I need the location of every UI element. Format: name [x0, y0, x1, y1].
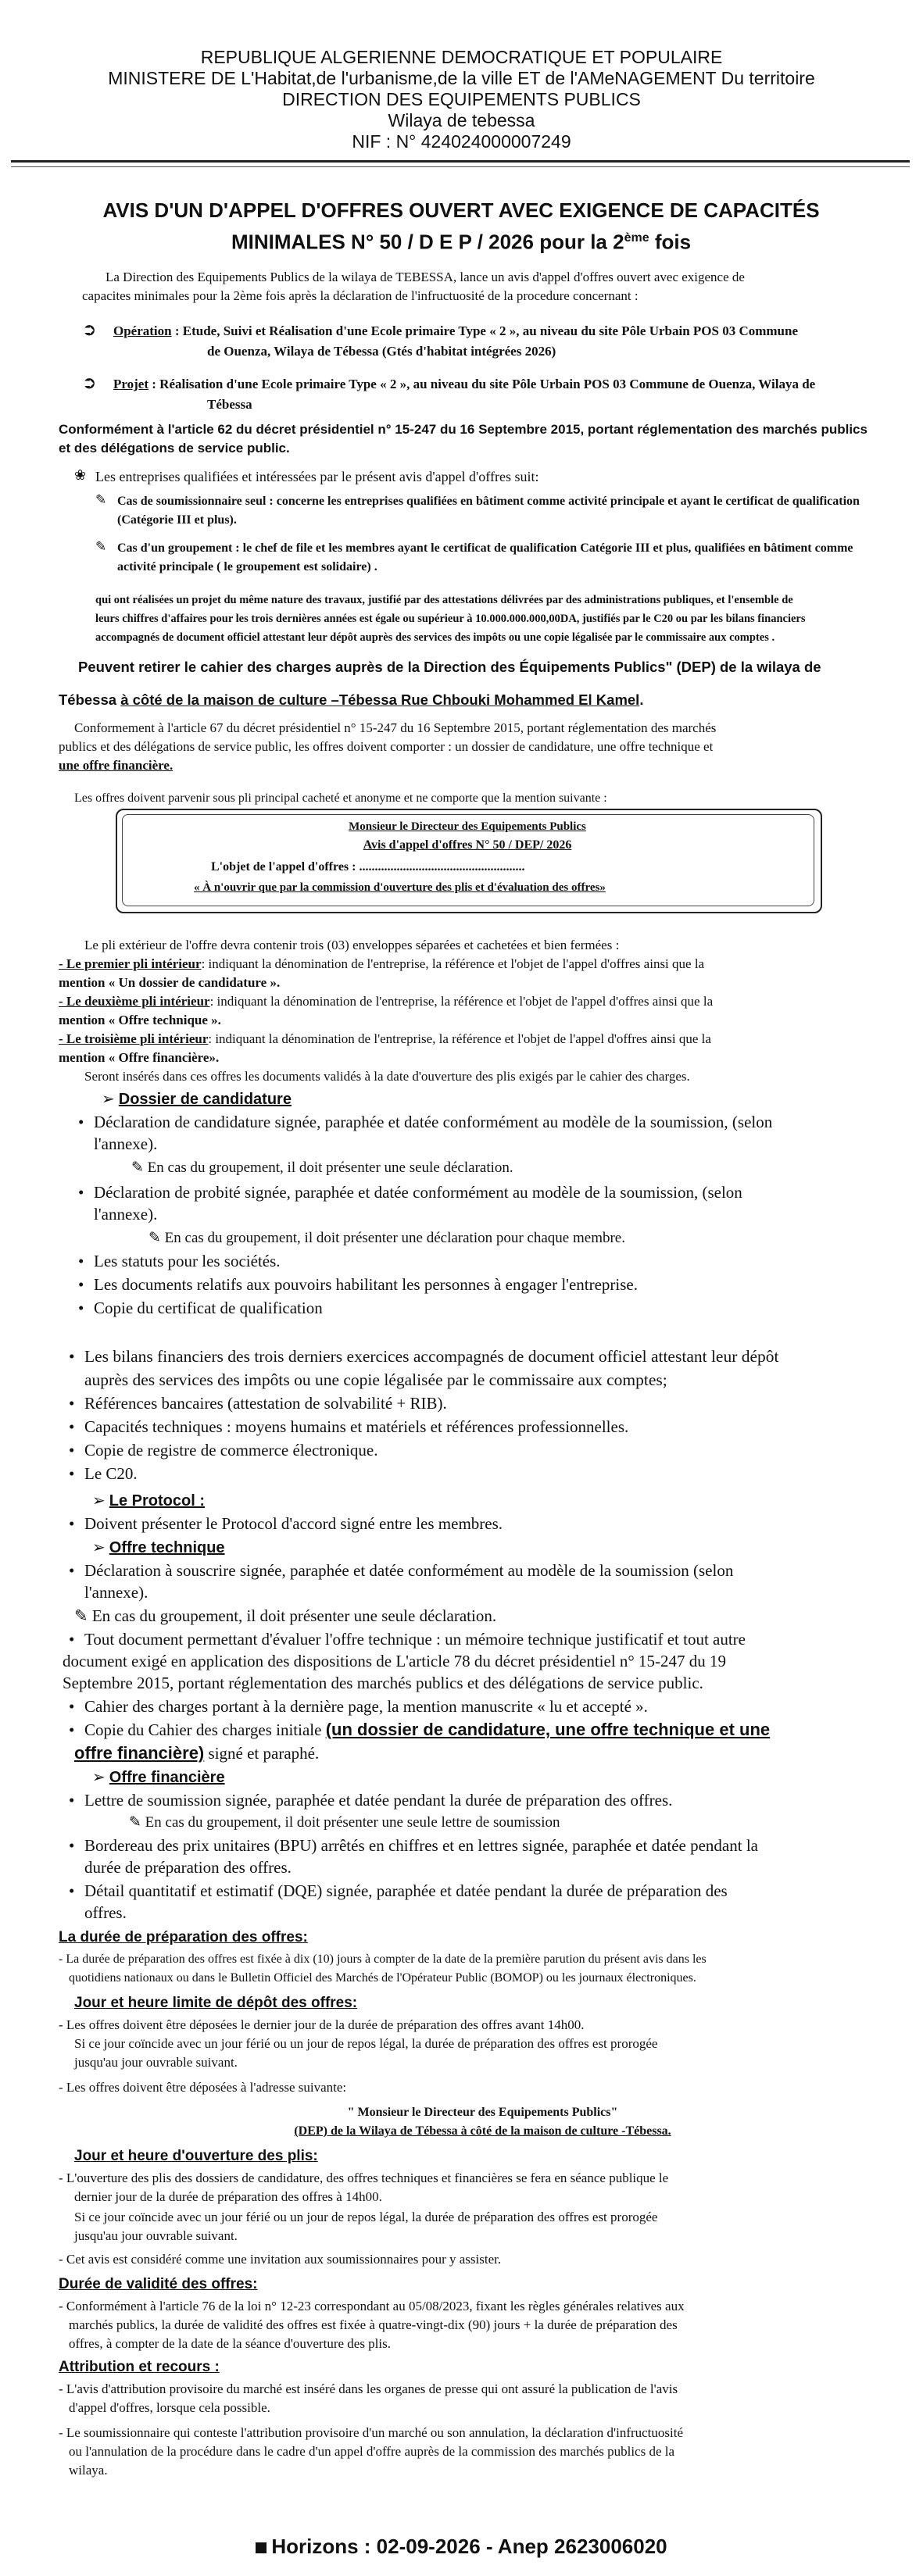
financiere-item-3: • Détail quantitatif et estimatif (DQE) signée, paraphée et datée pendant la durée de préparation des: [84, 1880, 901, 1902]
pli-intro: Les offres doivent parvenir sous pli principal cacheté et anonyme et ne comporte que la mention suivante :: [74, 791, 607, 805]
depot-address2: (DEP) de la Wilaya de Tébessa à côté de la maison de culture -Tébessa.: [294, 2124, 671, 2138]
header-rule-thick: [11, 160, 910, 163]
duree-line1: - La durée de préparation des offres est fixée à dix (10) jours à compter de la date de la première parution du présent avis dans les: [59, 1953, 707, 1966]
financiere-heading-line: [92, 1767, 225, 1787]
protocol-heading-line: [92, 1491, 205, 1510]
mention-objet: L'objet de l'appel d'offres : .....................................................: [211, 860, 525, 874]
notice-title-line1: AVIS D'UN D'APPEL D'OFFRES OUVERT AVEC EXIGENCE DE CAPACITÉS: [102, 198, 820, 222]
pli2-mention: mention « Offre technique ».: [59, 1013, 221, 1027]
notice-title-main: MINIMALES N° 50 / D E P / 2026 pour la 2: [231, 230, 624, 254]
financiere-item-1: • Lettre de soumission signée, paraphée et datée pendant la durée de préparation des offres.: [84, 1789, 901, 1811]
dossier-groupement-2: [148, 1228, 625, 1248]
technique-item-4-end: signé et paraphé.: [204, 1744, 320, 1763]
pencil-icon: ✎: [95, 492, 107, 508]
flower-bullet-icon: ❀: [74, 467, 87, 484]
technique-item-4b: [74, 1742, 319, 1764]
pli1-line: [59, 955, 903, 974]
attribution-line3: - Le soumissionnaire qui conteste l'attribution provisoire d'un marché ou son annulation, la déclaration d'infructuosité: [59, 2425, 684, 2440]
dossier-groupement-1: [131, 1158, 513, 1177]
ouverture-line2: dernier jour de la durée de préparation des offres à 14h00.: [74, 2189, 382, 2204]
financiere-groupement: [129, 1813, 560, 1832]
technique-heading: Offre technique: [109, 1539, 225, 1556]
dossier-item-3: • Les statuts pour les sociétés.: [94, 1250, 281, 1272]
realisees-line2: leurs chiffres d'affaires pour les trois dernières années est égale ou supérieur à 10.000.000.000,00DA, justifiés par le C20 ou par les bilans financiers: [95, 613, 806, 625]
technique-item-2c: Septembre 2015, portant réglementation des marchés publics et des délégations de service public.: [63, 1674, 703, 1692]
mention-directeur: Monsieur le Directeur des Equipements Publics: [349, 820, 586, 833]
technique-item-4-bold2: offre financière): [74, 1743, 205, 1763]
technique-item-2: • Tout document permettant d'évaluer l'offre technique : un mémoire technique justificatif et tout autre: [84, 1628, 901, 1650]
dossier-item-6b: auprès des services des impôts ou une copie légalisée par le commissaire aux comptes;: [84, 1370, 667, 1389]
pli3-text: : indiquant la dénomination de l'entreprise, la référence et l'objet de l'appel d'offres ainsi que la: [208, 1031, 711, 1046]
dossier-item-4: • Les documents relatifs aux pouvoirs habilitant les personnes à engager l'entreprise.: [94, 1274, 638, 1295]
intro-line1: La Direction des Equipements Publics de la wilaya de TEBESSA, lance un avis d'appel d'offres ouvert avec exigence de: [106, 270, 745, 284]
pointer-arrow-icon: ➢: [92, 1767, 106, 1786]
enveloppes-intro: Le pli extérieur de l'offre devra contenir trois (03) enveloppes séparées et cachetées et bien fermées :: [84, 938, 620, 952]
financiere-item-2: • Bordereau des prix unitaires (BPU) arrêtés en chiffres et en lettres signée, paraphée et datée pendant la: [84, 1835, 901, 1856]
operation-line1: [113, 322, 895, 341]
pli3-label: - Le troisième pli intérieur: [59, 1031, 209, 1046]
operation-line2: de Ouenza, Wilaya de Tébessa (Gtés d'habitat intégrées 2026): [207, 344, 556, 359]
validite-line1: - Conformément à l'article 76 de la loi n° 12-23 correspondant au 05/08/2023, fixant les règles générales relatives aux: [59, 2299, 685, 2313]
financiere-item-2b: durée de préparation des offres.: [84, 1858, 292, 1877]
arrow-icon: ➲: [82, 320, 97, 340]
conformement1-line2: et des délégations de service public.: [59, 441, 290, 456]
technique-item-1b: l'annexe).: [84, 1583, 148, 1602]
conformement2-line2: publics et des délégations de service public, les offres doivent comporter : un dossier de candidature, une offre technique et: [59, 739, 714, 754]
dossier-item-1: • Déclaration de candidature signée, paraphée et datée conformément au modèle de la soumission, (selon: [94, 1111, 899, 1133]
dossier-item-1b: l'annexe).: [94, 1134, 158, 1153]
pencil-icon: ✎: [95, 539, 107, 555]
ouverture-line3: Si ce jour coïncide avec un jour férié ou un jour de repos légal, la durée de préparation des offres est prorogée: [74, 2210, 658, 2224]
projet-line1: [113, 375, 895, 394]
projet-text: : Réalisation d'une Ecole primaire Type « 2 », au niveau du site Pôle Urbain POS 03 Commune de Ouenza, Wilaya de: [152, 377, 816, 391]
notice-title-line2: [70, 225, 852, 255]
realisees-line1: qui ont réalisées un projet du même nature des travaux, justifié par des attestations délivrées par des administrations publiques, et l'ensemble de: [95, 594, 793, 606]
footer-publication: [0, 2535, 923, 2559]
dossier-item-5: • Copie du certificat de qualification: [94, 1297, 323, 1319]
mention-ouvrir: « À n'ouvrir que par la commission d'ouverture des plis et d'évaluation des offres»: [194, 881, 606, 894]
depot-heading: Jour et heure limite de dépôt des offres:: [74, 1995, 358, 2011]
dossier-item-2b: l'annexe).: [94, 1205, 158, 1224]
duree-line2: quotidiens nationaux ou dans le Bulletin Officiel des Marchés de l'Opérateur Public (BOMOP) ou les journaux électroniques.: [69, 1971, 696, 1985]
technique-heading-line: [92, 1538, 225, 1557]
attribution-line5: wilaya.: [69, 2463, 108, 2478]
depot-address1: " Monsieur le Directeur des Equipements Publics": [347, 2106, 618, 2119]
groupement-line1: Cas d'un groupement : le chef de file et les membres ayant le certificat de qualification Catégorie III et plus, qualifiées en bâtiment comme: [117, 541, 853, 555]
retirer-address: à côté de la maison de culture –Tébessa Rue Chbouki Mohammed El Kamel: [120, 691, 640, 708]
header-republic: REPUBLIQUE ALGERIENNE DEMOCRATIQUE ET POPULAIRE: [200, 47, 723, 67]
dossier-item-8: • Capacités techniques : moyens humains et matériels et références professionnelles.: [84, 1416, 628, 1438]
attribution-line2: d'appel d'offres, lorsque cela possible.: [69, 2400, 270, 2415]
header-wilaya: Wilaya de tebessa: [388, 110, 535, 130]
header-direction: DIRECTION DES EQUIPEMENTS PUBLICS: [282, 89, 641, 109]
protocol-heading: Le Protocol :: [109, 1492, 205, 1510]
ouverture-line4: jusqu'au jour ouvrable suivant.: [74, 2228, 238, 2243]
dossier-item-9: • Copie de registre de commerce électronique.: [84, 1439, 378, 1461]
technique-item-2b: document exigé en application des dispositions de L'article 78 du décret présidentiel n° 15-247 du 19: [63, 1652, 727, 1670]
hand-pointer-icon: ✎: [129, 1813, 141, 1831]
dossier-item-10: • Le C20.: [84, 1463, 138, 1485]
seul-line1: Cas de soumissionnaire seul : concerne les entreprises qualifiées en bâtiment comme activité principale et ayant le certificat de qualification: [117, 495, 860, 508]
header-nif: NIF : N° 424024000007249: [352, 131, 571, 152]
duree-heading: La durée de préparation des offres:: [59, 1929, 308, 1945]
realisees-line3: accompagnés de document officiel attestant leur dépôt auprès des services des impôts ou une copie légalisée par le commissaire aux comptes .: [95, 631, 775, 644]
ouverture-heading: Jour et heure d'ouverture des plis:: [74, 2148, 318, 2164]
pointer-arrow-icon: ➢: [92, 1538, 106, 1556]
dossier-item-7: • Références bancaires (attestation de solvabilité + RIB).: [84, 1392, 447, 1414]
attribution-heading: Attribution et recours :: [59, 2359, 220, 2375]
retirer-line2: [59, 691, 895, 709]
technique-groupement: [74, 1605, 496, 1627]
pli1-text: : indiquant la dénomination de l'entreprise, la référence et l'objet de l'appel d'offres ainsi que la: [201, 956, 705, 971]
technique-item-1: • Déclaration à souscrire signée, paraphée et datée conformément au modèle de la soumission (selon: [84, 1560, 901, 1581]
hand-pointer-icon: ✎: [148, 1229, 161, 1246]
validite-line3: offres, à compter de la date de la séance d'ouverture des plis.: [69, 2336, 391, 2351]
technique-item-4-text: Copie du Cahier des charges initiale: [84, 1720, 326, 1739]
dossier-heading-line: [102, 1089, 292, 1109]
conformement2-line1: Conformement à l'article 67 du décret présidentiel n° 15-247 du 16 Septembre 2015, portant réglementation des marchés: [74, 720, 717, 735]
technique-groupement-text: En cas du groupement, il doit présenter une seule déclaration.: [91, 1606, 497, 1625]
pli1-mention: mention « Un dossier de candidature ».: [59, 975, 281, 990]
depot-line3: jusqu'au jour ouvrable suivant.: [74, 2055, 238, 2070]
mention-avis: Avis d'appel d'offres N° 50 / DEP/ 2026: [363, 838, 572, 852]
header-ministry: MINISTERE DE L'Habitat,de l'urbanisme,de la ville ET de l'AMeNAGEMENT Du territoire: [108, 68, 815, 88]
hand-pointer-icon: ✎: [131, 1159, 144, 1176]
pointer-arrow-icon: ➢: [102, 1089, 115, 1108]
pli1-label: - Le premier pli intérieur: [59, 956, 202, 971]
conformement2-line3: une offre financière.: [59, 758, 174, 773]
retirer-line1: Peuvent retirer le cahier des charges auprès de la Direction des Équipements Publics" (DEP) de la wilaya de: [78, 659, 821, 675]
operation-text: : Etude, Suivi et Réalisation d'une Ecole primaire Type « 2 », au niveau du site Pôle Urbain POS 03 Commune: [174, 323, 799, 338]
dossier-groupement-2-text: En cas du groupement, il doit présenter une déclaration pour chaque membre.: [164, 1230, 625, 1246]
depot-line4: - Les offres doivent être déposées à l'adresse suivante:: [59, 2080, 347, 2095]
pli3-line: [59, 1030, 903, 1049]
dossier-heading: Dossier de candidature: [118, 1091, 292, 1108]
seul-line2: (Catégorie III et plus).: [117, 513, 237, 527]
dossier-groupement-1-text: En cas du groupement, il doit présenter une seule déclaration.: [147, 1159, 513, 1176]
technique-item-4: [84, 1719, 905, 1741]
projet-label: Projet: [113, 377, 148, 391]
financiere-groupement-text: En cas du groupement, il doit présenter une seule lettre de soumission: [145, 1814, 560, 1831]
pli2-line: [59, 992, 903, 1011]
intro-line2: capacites minimales pour la 2ème fois après la déclaration de l'infructuosité de la procedure concernant :: [82, 288, 639, 303]
technique-item-3: • Cahier des charges portant à la dernière page, la mention manuscrite « lu et accepté ».: [84, 1695, 648, 1717]
square-bullet-icon: [256, 2542, 267, 2553]
footer-text: Horizons : 02-09-2026 - Anep 2623006020: [271, 2535, 667, 2558]
entreprises-intro: Les entreprises qualifiées et intéressées par le présent avis d'appel d'offres suit:: [95, 469, 539, 484]
hand-pointer-icon: ✎: [74, 1606, 88, 1625]
technique-item-4-bold: (un dossier de candidature, une offre technique et une: [325, 1720, 771, 1739]
conformement1-line1: Conformément à l'article 62 du décret présidentiel n° 15-247 du 16 Septembre 2015, portant réglementation des marchés publics: [59, 422, 868, 437]
pli2-label: - Le deuxième pli intérieur: [59, 994, 210, 1009]
arrow-icon: ➲: [82, 373, 97, 393]
protocol-item-1: • Doivent présenter le Protocol d'accord signé entre les membres.: [84, 1513, 503, 1535]
validite-line2: marchés publics, la durée de validité des offres est fixée à quatre-vingt-dix (90) jours + la durée de préparation des: [69, 2317, 678, 2332]
depot-line2: Si ce jour coïncide avec un jour férié ou un jour de repos légal, la durée de préparation des offres est prorogée: [74, 2036, 658, 2051]
pli3-mention: mention « Offre financière».: [59, 1050, 220, 1065]
header-rule-thin: [11, 166, 910, 167]
retirer-dot: .: [639, 691, 644, 708]
attribution-line1: - L'avis d'attribution provisoire du marché est inséré dans les organes de presse qui ont assuré la publication de l'avis: [59, 2381, 678, 2396]
operation-label: Opération: [113, 323, 172, 338]
depot-line1: - Les offres doivent être déposées le dernier jour de la durée de préparation des offres avant 14h00.: [59, 2017, 585, 2032]
seront-inseres: Seront insérés dans ces offres les documents validés à la date d'ouverture des plis exigés par le cahier des charges.: [84, 1069, 690, 1084]
ouverture-line5: - Cet avis est considéré comme une invitation aux soumissionnaires pour y assister.: [59, 2252, 502, 2267]
groupement-line2: activité principale ( le groupement est solidaire) .: [117, 560, 377, 573]
pointer-arrow-icon: ➢: [92, 1491, 106, 1510]
attribution-line4: ou l'annulation de la procédure dans le cadre d'un appel d'offre auprès de la commission des marchés publics de la: [69, 2444, 675, 2459]
pli2-text: : indiquant la dénomination de l'entreprise, la référence et l'objet de l'appel d'offres ainsi que la: [209, 994, 714, 1009]
dossier-item-6: • Les bilans financiers des trois derniers exercices accompagnés de document officiel attestant leur dépôt: [84, 1345, 901, 1367]
dossier-item-2: • Déclaration de probité signée, paraphée et datée conformément au modèle de la soumission, (selon: [94, 1181, 899, 1203]
validite-heading: Durée de validité des offres:: [59, 2276, 258, 2292]
ouverture-line1: - L'ouverture des plis des dossiers de candidature, des offres techniques et financières se fera en séance publique le: [59, 2170, 669, 2185]
financiere-heading: Offre financière: [109, 1769, 225, 1786]
notice-title-sup: ème: [624, 231, 649, 245]
projet-line2: Tébessa: [207, 397, 252, 412]
retirer-tebessa: Tébessa: [59, 691, 121, 708]
notice-title-fois: fois: [649, 230, 692, 254]
financiere-item-3b: offres.: [84, 1903, 127, 1922]
